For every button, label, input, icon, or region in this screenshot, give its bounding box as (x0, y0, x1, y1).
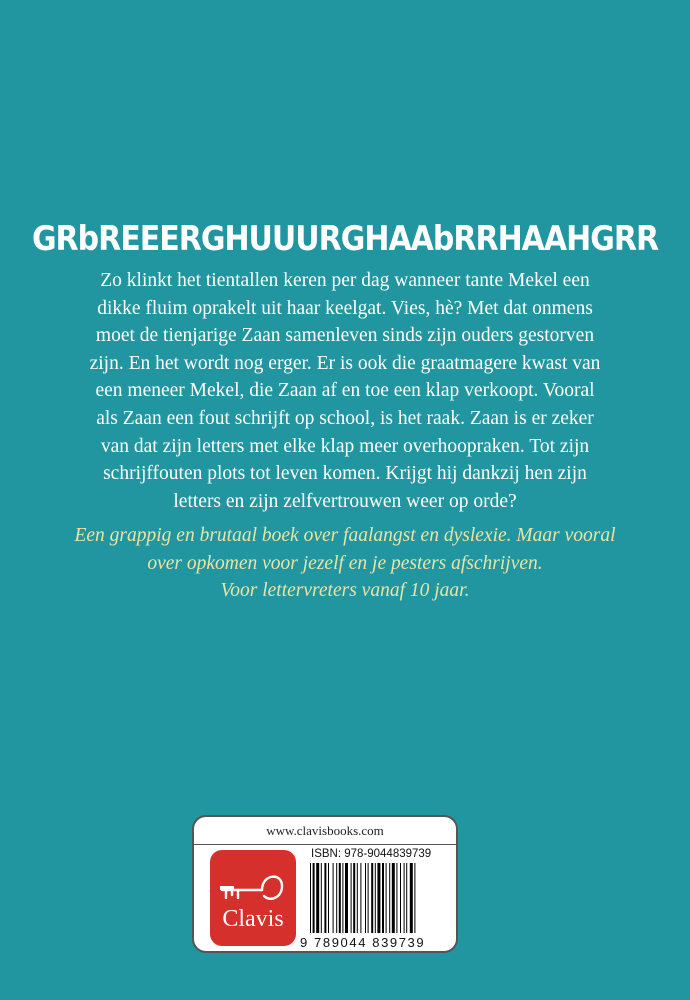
blurb-line: zijn. En het wordt nog erger. Er is ook die graatmagere kwast van (89, 352, 601, 374)
blurb-line: schrijffouten plots tot leven komen. Krijgt hij dankzij hen zijn (103, 463, 587, 485)
publisher-name: Clavis (222, 906, 284, 932)
blurb-text (40, 267, 650, 515)
key-icon (218, 864, 288, 908)
barcode (310, 863, 448, 933)
divider (194, 844, 456, 845)
tagline-line: Voor lettervreters vanaf 10 jaar. (220, 580, 470, 602)
blurb-line: als Zaan een fout schrijft op school, is het raak. Zaan is er zeker (96, 407, 594, 429)
blurb-line: dikke fluim oprakelt uit haar keelgat. Vies, hè? Met dat onmens (97, 297, 593, 319)
tagline-line: over opkomen voor jezelf en je pesters afschrijven. (147, 552, 543, 574)
publisher-website[interactable]: www.clavisbooks.com (266, 823, 384, 838)
tagline-line: Een grappig en brutaal boek over faalangst en dyslexie. Maar vooral (74, 525, 616, 546)
barcode-panel (192, 815, 458, 953)
tagline-text (40, 522, 650, 605)
blurb-line: een meneer Mekel, die Zaan af en toe een klap verkoopt. Vooral (95, 380, 595, 402)
blurb-line: letters en zijn zelfvertrouwen weer op orde? (173, 490, 517, 512)
blurb-line: van dat zijn letters met elke klap meer overhoopraken. Tot zijn (100, 435, 590, 457)
ean-digits: 9 789044 839739 (300, 935, 426, 950)
shout-heading: GRbREEERGHUUURGHAAbRRHAAHGRR (31, 219, 659, 260)
isbn-label: ISBN: 978-9044839739 (311, 848, 432, 860)
blurb-line: moet de tienjarige Zaan samenleven sinds zijn ouders gestorven (95, 325, 595, 347)
clavis-logo (210, 850, 296, 946)
blurb-line: Zo klinkt het tientallen keren per dag wanneer tante Mekel een (100, 270, 590, 291)
